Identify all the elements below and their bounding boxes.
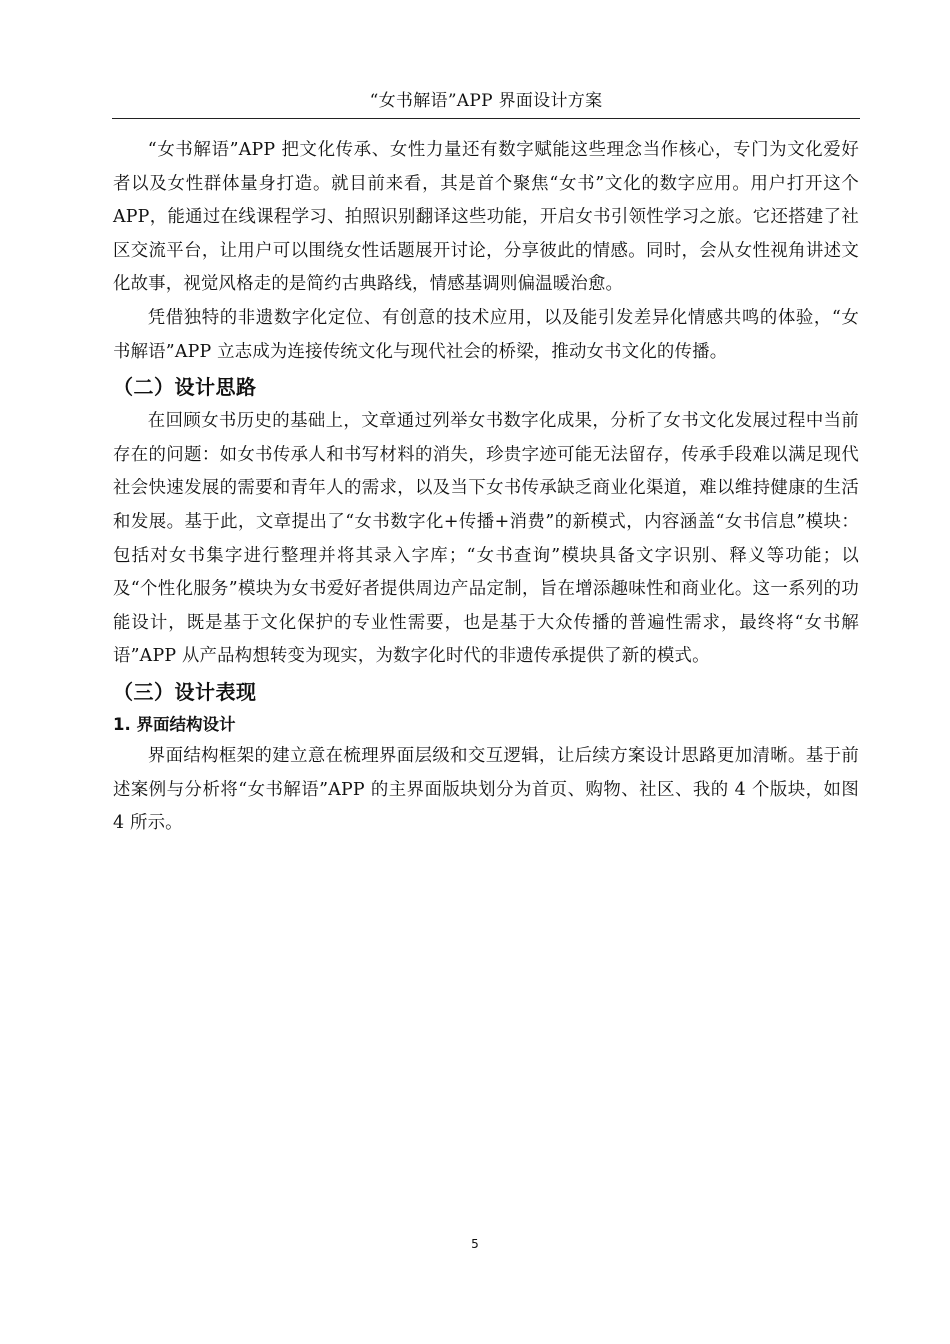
header-title: “女书解语”APP 界面设计方案: [369, 91, 603, 111]
paragraph-design-idea: 在回顾女书历史的基础上，文章通过列举女书数字化成果，分析了女书文化发展过程中当前存在的问题：如女书传承人和书写材料的消失，珍贵字迹可能无法留存，传承手段难以满足现代社会快速发展的需要和青年人的需求，以及当下女书传承缺乏商业化渠道，难以维持健康的生活和发展。基于此，文章提出了“女书数字化+传播+消费”的新模式，内容涵盖“女书信息”模块：包括对女书集字进行整理并将其录入字库；“女书查询”模块具备文字识别、释义等功能；以及“个性化服务”模块为女书爱好者提供周边产品定制，旨在增添趣味性和商业化。这一系列的功能设计，既是基于文化保护的专业性需要，也是基于大众传播的普遍性需求，最终将“女书解语”APP 从产品构想转变为现实，为数字化时代的非遗传承提供了新的模式。: [113, 411, 859, 667]
paragraph-interface-structure: 界面结构框架的建立意在梳理界面层级和交互逻辑，让后续方案设计思路更加清晰。基于前述案例与分析将“女书解语”APP 的主界面版块划分为首页、购物、社区、我的 4 个版块，如图 4 所示。: [113, 745, 859, 834]
page-number: 5: [471, 1237, 479, 1251]
paragraph-app-intro: “女书解语”APP 把文化传承、女性力量还有数字赋能这些理念当作核心，专门为文化爱好者以及女性群体量身打造。就目前来看，其是首个聚焦“女书”文化的数字应用。用户打开这个 APP，能通过在线课程学习、拍照识别翻译这些功能，开启女书引领性学习之旅。它还搭建了社区交流平台，让用户可以围绕女性话题展开讨论，分享彼此的情感。同时，会从女性视角讲述文化故事，视觉风格走的是简约古典路线，情感基调则偏温暖治愈。: [113, 140, 859, 295]
document-body: [113, 134, 859, 841]
section-heading-design-expression: （三）设计表现: [113, 679, 257, 704]
running-header: [112, 86, 860, 119]
paragraph-app-positioning: 凭借独特的非遗数字化定位、有创意的技术应用，以及能引发差异化情感共鸣的体验，“女书解语”APP 立志成为连接传统文化与现代社会的桥梁，推动女书文化的传播。: [113, 307, 859, 362]
section-heading-design-idea: （二）设计思路: [113, 375, 257, 400]
subsection-heading-interface-structure: 1. 界面结构设计: [113, 714, 236, 734]
